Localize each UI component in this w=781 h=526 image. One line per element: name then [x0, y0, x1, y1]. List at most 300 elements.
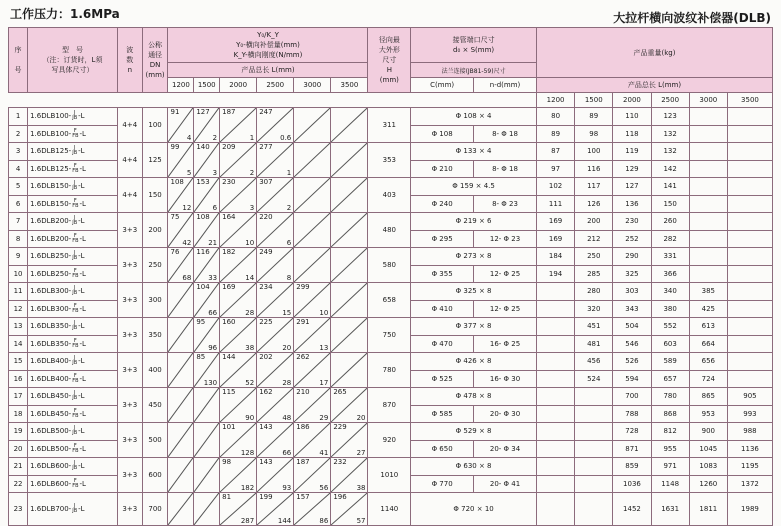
model-suffix: -L: [78, 427, 85, 436]
weight-value: 136: [613, 195, 651, 213]
lateral-compensation: 101: [222, 423, 236, 431]
lateral-compensation: 160: [222, 318, 236, 326]
row-number: 1: [9, 108, 28, 126]
lateral-stiffness: 2: [212, 134, 218, 142]
model-code: [28, 458, 118, 476]
compensation-cell: [168, 108, 194, 143]
flange-label: 法兰连接(JB81-59)尺寸: [411, 63, 537, 78]
weight-value: [727, 143, 772, 161]
table-row: [9, 143, 773, 161]
lateral-stiffness: 96: [208, 344, 218, 352]
lateral-compensation: 99: [170, 143, 180, 151]
model-code: [28, 493, 118, 526]
lateral-stiffness: 90: [245, 414, 255, 422]
weight-value: 184: [536, 248, 574, 266]
nominal-diameter: 350: [142, 318, 168, 353]
variant-bottom: FB: [72, 202, 79, 209]
variant-top: J: [73, 503, 76, 509]
waves-count: 4+4: [117, 178, 142, 213]
weight-value: 280: [575, 283, 613, 301]
model-suffix: -L: [78, 287, 85, 296]
model-variant: [72, 391, 77, 401]
model-variant: [72, 426, 77, 436]
compensation-cell: [194, 283, 220, 318]
weight-value: [575, 405, 613, 423]
variant-bottom: FB: [72, 167, 79, 174]
flange-c: Φ 355: [411, 265, 474, 283]
col-pipe-header: 接管端口尺寸 d₀ × S(mm): [411, 28, 537, 63]
lateral-stiffness: 86: [319, 517, 329, 525]
model-prefix: 1.6DLB250-: [30, 269, 72, 278]
w-len-2000: 2000: [613, 93, 651, 108]
model-prefix: 1.6DLB125-: [30, 147, 72, 156]
compensation-cell: [294, 458, 331, 493]
outer-dimension: 311: [368, 108, 411, 143]
empty-cell: [331, 213, 368, 248]
col-waves-header: 波 数 n: [117, 28, 142, 93]
weight-value: 303: [613, 283, 651, 301]
variant-bottom: FB: [72, 132, 79, 139]
model-variant: [72, 111, 77, 121]
weight-value: [727, 248, 772, 266]
col-model-header: 型 号 （注：订货时，L须 写具体尺寸）: [28, 28, 118, 93]
empty-cell: [294, 178, 331, 213]
model-code: [28, 370, 118, 388]
lateral-compensation: 187: [222, 108, 236, 116]
weight-value: [536, 318, 574, 336]
model-variant: [72, 181, 77, 191]
weight-value: 98: [575, 125, 613, 143]
empty-cell: [168, 318, 194, 353]
weight-value: [689, 178, 727, 196]
flange-holes: 20- Φ 30: [474, 405, 537, 423]
model-code: [28, 388, 118, 406]
variant-bottom: FB: [72, 272, 79, 279]
flange-c: Φ 525: [411, 370, 474, 388]
weight-value: [575, 493, 613, 526]
pipe-size: Φ 426 × 8: [411, 353, 537, 371]
variant-bottom: JB: [72, 255, 78, 262]
model-prefix: 1.6DLB350-: [30, 322, 72, 331]
model-suffix: -L: [79, 374, 86, 383]
empty-cell: [294, 213, 331, 248]
flange-holes: 16- Φ 30: [474, 370, 537, 388]
lateral-stiffness: 10: [319, 309, 329, 317]
model-code: [28, 405, 118, 423]
variant-bottom: FB: [72, 342, 79, 349]
weight-value: [727, 300, 772, 318]
lateral-compensation: 202: [259, 353, 273, 361]
lateral-compensation: 299: [296, 283, 310, 291]
nominal-diameter: 450: [142, 388, 168, 423]
nominal-diameter: 400: [142, 353, 168, 388]
lateral-compensation: 115: [222, 388, 236, 396]
weight-value: 905: [727, 388, 772, 406]
lateral-stiffness: 14: [245, 274, 255, 282]
model-suffix: -L: [78, 112, 85, 121]
empty-cell: [194, 458, 220, 493]
model-code: [28, 195, 118, 213]
lateral-stiffness: 144: [277, 517, 292, 525]
col-yk-header: Y₀/K_Y Y₀-横向补偿量(mm) K_Y-横向刚度(N/mm): [168, 28, 368, 63]
compensation-cell: [220, 493, 257, 526]
row-number: 8: [9, 230, 28, 248]
model-variant: [72, 504, 77, 514]
table-row: [9, 248, 773, 266]
flange-c: Φ 470: [411, 335, 474, 353]
lateral-stiffness: 17: [319, 379, 329, 387]
lateral-compensation: 95: [196, 318, 206, 326]
compensation-cell: [294, 318, 331, 353]
model-suffix: -L: [79, 199, 86, 208]
compensation-cell: [168, 178, 194, 213]
pipe-size: Φ 159 × 4.5: [411, 178, 537, 196]
weight-value: [536, 493, 574, 526]
lateral-stiffness: 42: [182, 239, 192, 247]
weight-value: 871: [613, 440, 651, 458]
model-code: [28, 423, 118, 441]
lateral-stiffness: 12: [182, 204, 192, 212]
weight-value: 1372: [727, 475, 772, 493]
table-row: [9, 108, 773, 126]
w-len-1200: 1200: [536, 93, 574, 108]
yk-len-2000: 2000: [220, 78, 257, 93]
weight-value: 594: [613, 370, 651, 388]
lateral-compensation: 75: [170, 213, 180, 221]
weight-value: [727, 230, 772, 248]
model-code: [28, 353, 118, 371]
empty-cell: [168, 493, 194, 526]
empty-cell: [294, 248, 331, 283]
table-row: [9, 353, 773, 371]
variant-top: J: [73, 145, 76, 152]
compensation-cell: [220, 213, 257, 248]
weight-value: 285: [575, 265, 613, 283]
model-variant: [72, 269, 78, 279]
lateral-stiffness: 21: [208, 239, 218, 247]
lateral-compensation: 220: [259, 213, 273, 221]
outer-dimension: 480: [368, 213, 411, 248]
lateral-compensation: 209: [222, 143, 236, 151]
weight-value: 728: [613, 423, 651, 441]
lateral-stiffness: 33: [208, 274, 218, 282]
weight-value: [727, 178, 772, 196]
col-outer-header: 径向最 大外形 尺寸 H (mm): [368, 28, 411, 93]
lateral-stiffness: 20: [356, 414, 366, 422]
weight-value: [536, 300, 574, 318]
weight-value: [575, 423, 613, 441]
weight-value: 993: [727, 405, 772, 423]
weight-value: 250: [575, 248, 613, 266]
weight-value: 87: [536, 143, 574, 161]
weight-value: 111: [536, 195, 574, 213]
yk-len-1200: 1200: [168, 78, 194, 93]
compensation-cell: [194, 318, 220, 353]
lateral-compensation: 262: [296, 353, 310, 361]
table-row: [9, 283, 773, 301]
compensation-cell: [257, 493, 294, 526]
weight-value: 657: [651, 370, 689, 388]
weight-value: [536, 475, 574, 493]
compensation-cell: [294, 388, 331, 423]
weight-value: 385: [689, 283, 727, 301]
model-suffix: -L: [78, 217, 85, 226]
lateral-stiffness: 28: [282, 379, 292, 387]
weight-value: [689, 248, 727, 266]
lateral-stiffness: 6: [212, 204, 218, 212]
variant-top: F: [73, 477, 77, 484]
model-suffix: -L: [78, 462, 85, 471]
weight-value: 900: [689, 423, 727, 441]
variant-top: J: [73, 110, 76, 117]
pipe-size: Φ 720 × 10: [411, 493, 537, 526]
weight-value: 1045: [689, 440, 727, 458]
model-code: [28, 318, 118, 336]
variant-bottom: JB: [72, 430, 78, 437]
weight-value: [536, 353, 574, 371]
weight-value: 132: [651, 125, 689, 143]
lateral-compensation: 153: [196, 178, 210, 186]
weight-value: [536, 458, 574, 476]
compensation-cell: [294, 493, 331, 526]
lateral-compensation: 162: [259, 388, 273, 396]
pipe-size: Φ 529 × 8: [411, 423, 537, 441]
weight-value: 1811: [689, 493, 727, 526]
compensation-cell: [257, 178, 294, 213]
model-code: [28, 213, 118, 231]
weight-value: 425: [689, 300, 727, 318]
weight-value: 504: [613, 318, 651, 336]
weight-value: 1260: [689, 475, 727, 493]
empty-cell: [168, 458, 194, 493]
lateral-stiffness: 6: [286, 239, 292, 247]
flange-holes: 20- Φ 34: [474, 440, 537, 458]
lateral-stiffness: 1: [249, 134, 255, 142]
weight-value: 169: [536, 230, 574, 248]
waves-count: 4+4: [117, 108, 142, 143]
pipe-size: Φ 630 × 8: [411, 458, 537, 476]
compensation-cell: [168, 213, 194, 248]
weight-length-label: 产品总长 L(mm): [536, 78, 772, 93]
outer-dimension: 658: [368, 283, 411, 318]
model-variant: [72, 164, 78, 174]
model-code: [28, 248, 118, 266]
lateral-stiffness: 93: [282, 484, 292, 492]
lateral-stiffness: 2: [249, 169, 255, 177]
row-number: 14: [9, 335, 28, 353]
variant-top: F: [73, 267, 77, 274]
model-code: [28, 300, 118, 318]
weight-value: 343: [613, 300, 651, 318]
model-prefix: 1.6DLB500-: [30, 427, 72, 436]
weight-value: [689, 125, 727, 143]
variant-bottom: JB: [72, 290, 78, 297]
variant-bottom: FB: [72, 307, 79, 314]
row-number: 18: [9, 405, 28, 423]
weight-value: 481: [575, 335, 613, 353]
model-prefix: 1.6DLB200-: [30, 234, 72, 243]
weight-value: 340: [651, 283, 689, 301]
row-number: 21: [9, 458, 28, 476]
empty-cell: [331, 248, 368, 283]
model-prefix: 1.6DLB400-: [30, 357, 72, 366]
waves-count: 3+3: [117, 318, 142, 353]
weight-value: 169: [536, 213, 574, 231]
model-code: [28, 108, 118, 126]
model-prefix: 1.6DLB100-: [30, 129, 72, 138]
outer-dimension: 920: [368, 423, 411, 458]
flange-holes: 16- Φ 25: [474, 335, 537, 353]
variant-bottom: JB: [72, 150, 78, 157]
lateral-compensation: 157: [296, 493, 310, 501]
outer-dimension: 580: [368, 248, 411, 283]
nominal-diameter: 150: [142, 178, 168, 213]
empty-cell: [168, 423, 194, 458]
weight-value: 780: [651, 388, 689, 406]
waves-count: 3+3: [117, 458, 142, 493]
lateral-stiffness: 28: [245, 309, 255, 317]
compensation-cell: [257, 388, 294, 423]
weight-value: 526: [613, 353, 651, 371]
lateral-compensation: 186: [296, 423, 310, 431]
nominal-diameter: 700: [142, 493, 168, 526]
variant-top: J: [73, 250, 76, 257]
lateral-compensation: 143: [259, 423, 273, 431]
model-variant: [72, 461, 77, 471]
lateral-stiffness: 3: [249, 204, 255, 212]
row-number: 2: [9, 125, 28, 143]
nominal-diameter: 250: [142, 248, 168, 283]
weight-value: [727, 265, 772, 283]
compensation-cell: [194, 178, 220, 213]
model-variant: [72, 304, 78, 314]
weight-value: 700: [613, 388, 651, 406]
outer-dimension: 403: [368, 178, 411, 213]
weight-value: 1136: [727, 440, 772, 458]
weight-value: 119: [613, 143, 651, 161]
lateral-stiffness: 57: [356, 517, 366, 525]
lateral-stiffness: 27: [356, 449, 366, 457]
waves-count: 3+3: [117, 493, 142, 526]
empty-cell: [294, 143, 331, 178]
variant-bottom: JB: [72, 325, 78, 332]
lateral-compensation: 307: [259, 178, 273, 186]
weight-value: 80: [536, 108, 574, 126]
compensation-cell: [168, 143, 194, 178]
compensation-cell: [257, 423, 294, 458]
flange-c: Φ 650: [411, 440, 474, 458]
lateral-stiffness: 68: [182, 274, 192, 282]
weight-value: 868: [651, 405, 689, 423]
weight-value: [727, 108, 772, 126]
nominal-diameter: 300: [142, 283, 168, 318]
variant-bottom: JB: [72, 395, 78, 402]
waves-count: 3+3: [117, 388, 142, 423]
flange-c: Φ 770: [411, 475, 474, 493]
waves-count: 3+3: [117, 353, 142, 388]
lateral-stiffness: 4: [186, 134, 192, 142]
model-variant: [72, 374, 78, 384]
compensation-cell: [294, 423, 331, 458]
compensation-cell: [257, 143, 294, 178]
row-number: 11: [9, 283, 28, 301]
compensation-cell: [257, 283, 294, 318]
waves-count: 3+3: [117, 423, 142, 458]
w-len-1500: 1500: [575, 93, 613, 108]
model-code: [28, 125, 118, 143]
flange-c: Φ 585: [411, 405, 474, 423]
flange-c-label: C(mm): [411, 78, 474, 93]
model-variant: [72, 199, 78, 209]
model-prefix: 1.6DLB125-: [30, 164, 72, 173]
variant-bottom: JB: [72, 115, 78, 122]
model-prefix: 1.6DLB600-: [30, 479, 72, 488]
weight-value: [575, 475, 613, 493]
model-variant: [72, 356, 77, 366]
weight-value: 971: [651, 458, 689, 476]
weight-value: 953: [689, 405, 727, 423]
row-number: 15: [9, 353, 28, 371]
model-prefix: 1.6DLB150-: [30, 199, 72, 208]
lateral-compensation: 104: [196, 283, 210, 291]
weight-value: 1148: [651, 475, 689, 493]
outer-dimension: 1140: [368, 493, 411, 526]
model-suffix: -L: [78, 182, 85, 191]
weight-value: 331: [651, 248, 689, 266]
weight-value: [536, 405, 574, 423]
weight-value: 282: [651, 230, 689, 248]
lateral-compensation: 199: [259, 493, 273, 501]
flange-holes: 8- Φ 18: [474, 125, 537, 143]
row-number: 22: [9, 475, 28, 493]
lateral-stiffness: 128: [240, 449, 255, 457]
waves-count: 4+4: [117, 143, 142, 178]
lateral-stiffness: 38: [245, 344, 255, 352]
model-suffix: -L: [79, 339, 86, 348]
lateral-compensation: 182: [222, 248, 236, 256]
weight-value: [689, 108, 727, 126]
yk-len-1500: 1500: [194, 78, 220, 93]
lateral-compensation: 247: [259, 108, 273, 116]
weight-value: [727, 353, 772, 371]
compensation-cell: [194, 248, 220, 283]
weight-value: 129: [613, 160, 651, 178]
lateral-compensation: 127: [196, 108, 210, 116]
weight-value: [727, 213, 772, 231]
row-number: 9: [9, 248, 28, 266]
weight-value: [689, 143, 727, 161]
variant-top: J: [73, 180, 76, 187]
waves-count: 3+3: [117, 283, 142, 318]
lateral-compensation: 187: [296, 458, 310, 466]
lateral-compensation: 81: [222, 493, 232, 501]
lateral-stiffness: 29: [319, 414, 329, 422]
lateral-stiffness: 13: [319, 344, 329, 352]
weight-value: 194: [536, 265, 574, 283]
variant-bottom: JB: [72, 185, 78, 192]
row-number: 10: [9, 265, 28, 283]
compensation-cell: [257, 458, 294, 493]
model-suffix: -L: [78, 322, 85, 331]
lateral-compensation: 108: [170, 178, 184, 186]
weight-value: [689, 160, 727, 178]
compensation-cell: [220, 108, 257, 143]
spec-table: [8, 27, 773, 526]
yk-len-3000: 3000: [294, 78, 331, 93]
row-number: 3: [9, 143, 28, 161]
row-number: 23: [9, 493, 28, 526]
model-prefix: 1.6DLB300-: [30, 304, 72, 313]
